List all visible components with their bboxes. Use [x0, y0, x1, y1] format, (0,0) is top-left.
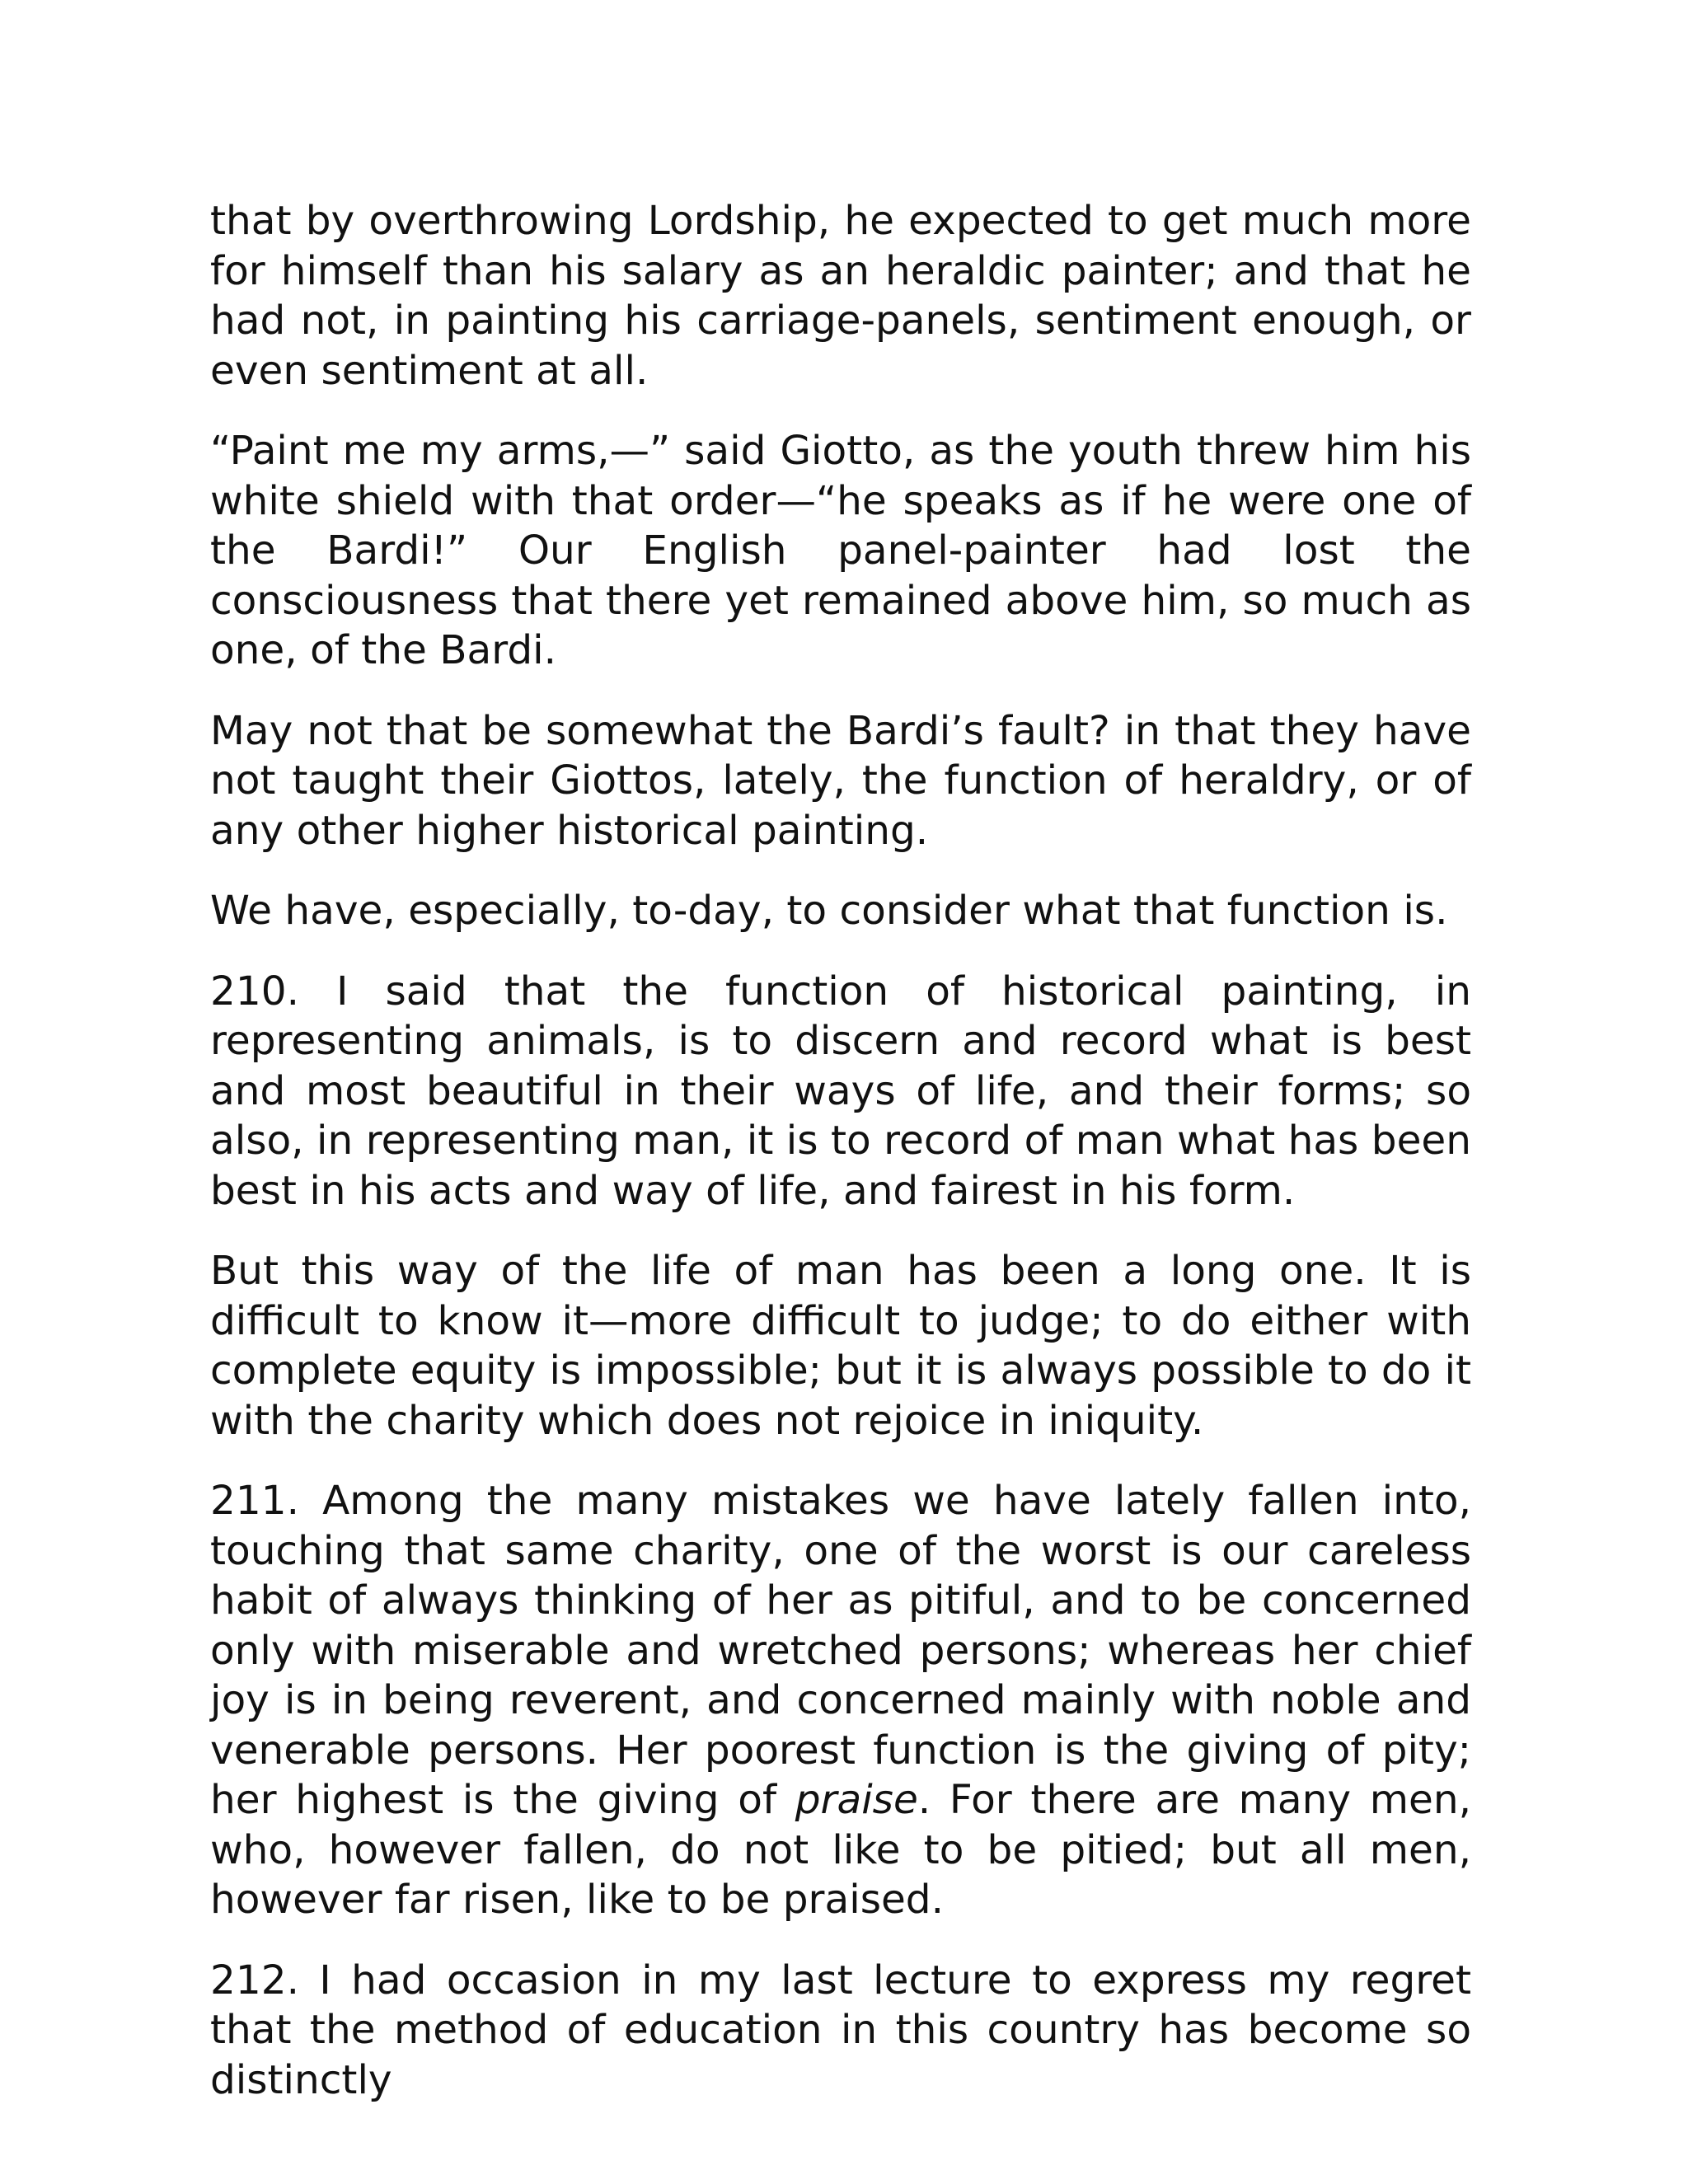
paragraph-211-text-after: . For there are many men, who, however fallen, do not like to be pitied; but all men, however far risen, like to be praised. — [210, 1777, 1471, 1923]
paragraph-way-of-life: But this way of the life of man has been a long one. It is difficult to know it—more difficult to judge; to do either with complete equity is impossible; but it is always possible to do it with the charity which does not rejoice in iniquity. — [210, 1248, 1471, 1444]
paragraph-bardi-fault: May not that be somewhat the Bardi’s fault? in that they have not taught their Giottos, lately, the function of heraldry, or of any other higher historical painting. — [210, 707, 1471, 854]
paragraph-212: 212. I had occasion in my last lecture to express my regret that the method of education in this country has become so distinctly — [210, 1957, 1471, 2103]
paragraph-giotto-quote: “Paint me my arms,—” said Giotto, as the youth threw him his white shield with that order—“he speaks as if he were one of the Bardi!” Our English panel-painter had lost the consciousness that there yet remained above him, so much as one, of the Bardi. — [210, 428, 1471, 673]
paragraph-210: 210. I said that the function of historical painting, in representing animals, is to discern and record what is best and most beautiful in their ways of life, and their forms; so also, in representing man, it is to record of man what has been best in his acts and way of life, and fairest in his form. — [210, 968, 1471, 1214]
document-page — [210, 196, 1471, 2135]
paragraph-function: We have, especially, to-day, to consider what that function is. — [210, 888, 1448, 934]
paragraph-211 — [210, 1476, 1471, 1925]
paragraph-211-text-before: 211. Among the many mistakes we have lately fallen into, touching that same charity, one of the worst is our careless habit of always thinking of her as pitiful, and to be concerned only with miserable and wretched persons; whereas her chief joy is in being reverent, and concerned mainly with noble and venerable persons. Her poorest function is the giving of pity; her highest is the giving of — [210, 1478, 1471, 1823]
paragraph-continuation: that by overthrowing Lordship, he expected to get much more for himself than his salary as an heraldic painter; and that he had not, in painting his carriage-panels, sentiment enough, or even sentiment at all. — [210, 198, 1471, 394]
emphasis-praise: praise — [795, 1777, 918, 1823]
